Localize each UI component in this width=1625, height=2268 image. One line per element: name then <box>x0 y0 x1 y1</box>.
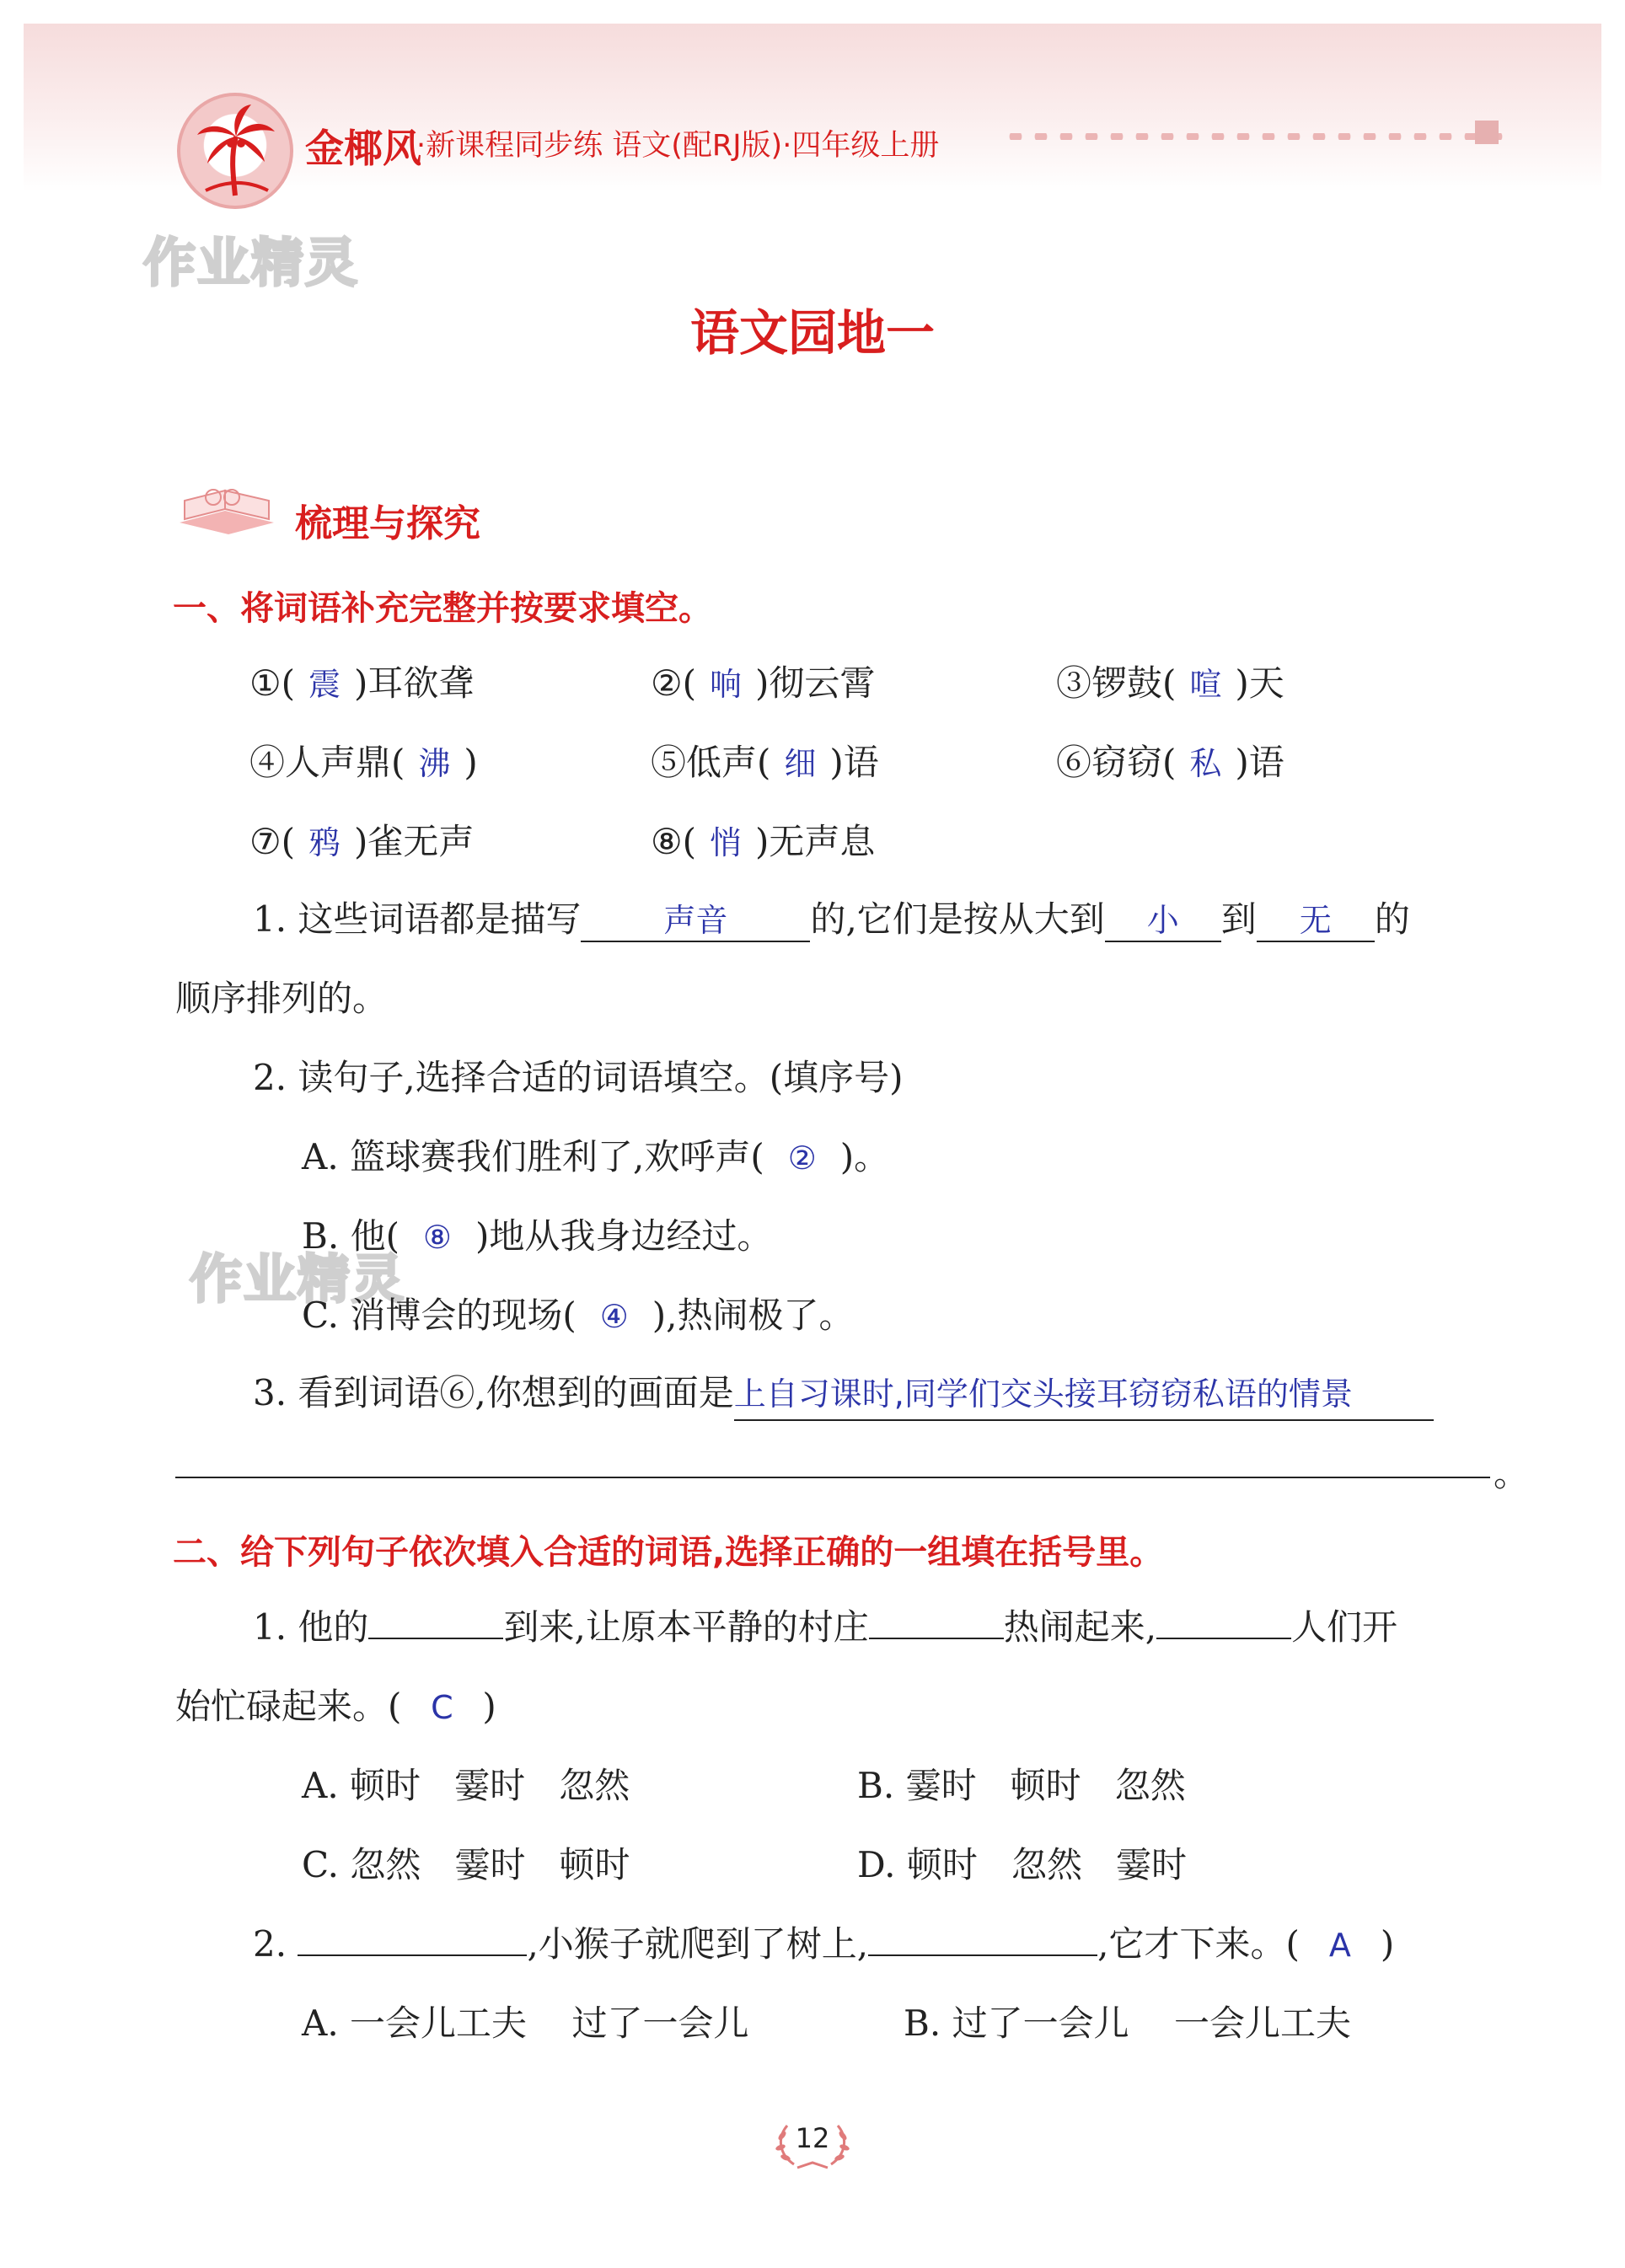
q2-s2-option-a: A. 一会儿工夫 过了一会儿 <box>302 2003 749 2044</box>
q1-s1-answer-1: 声音 <box>663 902 728 939</box>
q1-s2-item-b: B. 他( ⑧ )地从我身边经过。 <box>302 1215 773 1257</box>
idiom-1-answer: 震 <box>308 666 341 703</box>
q2-s1-option-a: A. 顿时 霎时 忽然 <box>302 1765 630 1806</box>
q1-s1-line1: 1. 这些词语都是描写 声音 的,它们是按从大到 小 到 无 的 <box>253 892 1410 942</box>
q2-s1-option-c: C. 忽然 霎时 顿时 <box>302 1844 630 1885</box>
q2-s1-answer: C <box>431 1689 453 1726</box>
open-book-icon <box>173 479 282 538</box>
q1-heading: 一、将词语补充完整并按要求填空。 <box>173 589 712 628</box>
q1-s3-answer: 上自习课时,同学们交头接耳窃窃私语的情景 <box>733 1375 1353 1413</box>
idiom-8: ⑧( 悄 )无声息 <box>651 821 876 862</box>
q2-s1-line1: 1. 他的 到来,让原本平静的村庄 热闹起来, 人们开 <box>253 1606 1398 1648</box>
q1-s1-answer-3: 无 <box>1299 902 1332 939</box>
q2-s2-line1: 2. ,小猴子就爬到了树上, ,它才下来。( A ) <box>253 1923 1395 1965</box>
idiom-4: ④人声鼎( 沸 ) <box>249 742 478 783</box>
idiom-6: ⑥窃窃( 私 )语 <box>1056 742 1284 783</box>
q2-s2-option-b: B. 过了一会儿 一会儿工夫 <box>904 2003 1352 2044</box>
idiom-7: ⑦( 鸦 )雀无声 <box>249 821 475 862</box>
page-number-badge <box>769 2114 856 2173</box>
idiom-1: ①( 震 )耳欲聋 <box>249 662 475 704</box>
watermark-middle: 作业精灵 <box>190 1248 406 1310</box>
page-number: 12 <box>795 2122 830 2154</box>
idiom-2-answer: 响 <box>710 666 743 703</box>
idiom-3-answer: 喧 <box>1189 666 1222 703</box>
q1-s3-line1: 3. 看到词语⑥,你想到的画面是上自习课时,同学们交头接耳窃窃私语的情景 <box>253 1365 1434 1421</box>
idiom-3: ③锣鼓( 喧 )天 <box>1056 662 1284 704</box>
q2-s1-option-b: B. 霎时 顿时 忽然 <box>857 1765 1186 1806</box>
q1-s2-prompt: 2. 读句子,选择合适的词语填空。(填序号) <box>253 1057 904 1098</box>
idiom-5-answer: 细 <box>784 745 817 782</box>
idiom-2: ②( 响 )彻云霄 <box>651 662 876 704</box>
idiom-4-answer: 沸 <box>418 745 451 782</box>
page-title: 语文园地一 <box>689 304 935 362</box>
q2-s2-answer: A <box>1328 1927 1351 1964</box>
brand-name: 金椰风 <box>305 126 421 171</box>
q1-s1-answer-2: 小 <box>1146 902 1179 939</box>
palm-tree-logo-icon <box>177 93 293 209</box>
q2-heading: 二、给下列句子依次填入合适的词语,选择正确的一组填在括号里。 <box>173 1533 1164 1572</box>
idiom-7-answer: 鸦 <box>308 824 341 861</box>
q2-s1-line2: 始忙碌起来。( C ) <box>175 1686 496 1727</box>
series-title: ·新课程同步练 语文(配RJ版)·四年级上册 <box>416 129 940 163</box>
q1-s3-answer-line <box>175 1477 1490 1478</box>
watermark-top: 作业精灵 <box>143 232 360 293</box>
header-dots <box>1003 133 1509 140</box>
header-square-mark <box>1475 121 1499 144</box>
q1-s2-item-b-answer: ⑧ <box>422 1219 452 1256</box>
q1-s1-line2: 顺序排列的。 <box>175 978 389 1019</box>
q1-s2-item-a-answer: ② <box>787 1139 817 1177</box>
q1-s3-end: 。 <box>1494 1453 1530 1494</box>
q2-s1-option-d: D. 顿时 忽然 霎时 <box>857 1844 1188 1885</box>
idiom-6-answer: 私 <box>1189 745 1222 782</box>
q1-s2-item-c-answer: ④ <box>599 1298 629 1335</box>
idiom-8-answer: 悄 <box>710 824 743 861</box>
section-title: 梳理与探究 <box>295 502 480 545</box>
q1-s2-item-a: A. 篮球赛我们胜利了,欢呼声( ② )。 <box>302 1136 890 1177</box>
q1-s2-item-c: C. 消博会的现场( ④ ),热闹极了。 <box>302 1295 855 1336</box>
idiom-5: ⑤低声( 细 )语 <box>651 742 879 783</box>
